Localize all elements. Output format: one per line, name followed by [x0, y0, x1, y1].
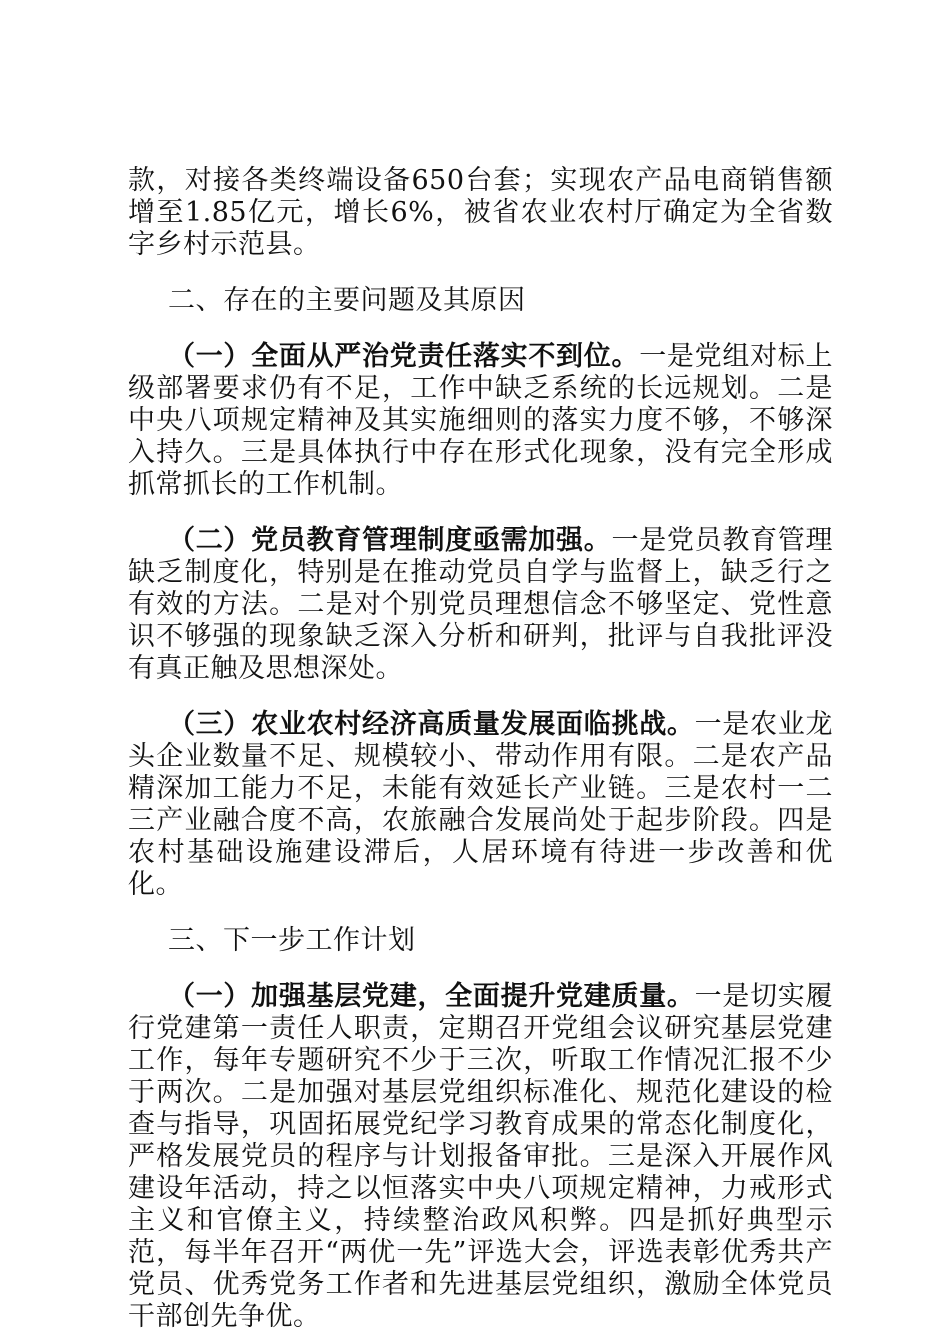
problem-text-2: 一是党员教育管理缺乏制度化，特别是在推动党员自学与监督上，缺乏行之有效的方法。二是对个别党员理想信念不够坚定、党性意识不够强的现象缺乏深入分析和研判，批评与自我批评没有真正触及思想深处。	[128, 525, 834, 684]
problem-text-3: 一是农业龙头企业数量不足、规模较小、带动作用有限。二是农产品精深加工能力不足，未能有效延长产业链。三是农村一二三产业融合度不高，农旅融合发展尚处于起步阶段。四是农村基础设施建设滞后，人居环境有待进一步改善和优化。	[128, 709, 834, 900]
problem-lead-3: （三）农业农村经济高质量发展面临挑战。	[168, 709, 695, 740]
spacer	[128, 901, 833, 925]
problem-text-1: 一是党组对标上级部署要求仍有不足，工作中缺乏系统的长远规划。二是中央八项规定精神及其实施细则的落实力度不够，不够深入持久。三是具体执行中存在形式化现象，没有完全形成抓常抓长的工作机制。	[128, 341, 834, 500]
document-page	[128, 165, 833, 1333]
spacer	[128, 261, 833, 285]
plan-paragraph-1	[128, 981, 833, 1333]
spacer	[128, 501, 833, 525]
spacer	[128, 957, 833, 981]
section-heading-problems: 二、存在的主要问题及其原因	[168, 285, 526, 316]
problem-lead-2: （二）党员教育管理制度亟需加强。	[168, 525, 612, 556]
problem-paragraph-1	[128, 341, 833, 501]
problem-lead-1: （一）全面从严治党责任落实不到位。	[168, 341, 640, 372]
plan-lead-1: （一）加强基层党建，全面提升党建质量。	[168, 981, 695, 1012]
plan-text-1: 一是切实履行党建第一责任人职责，定期召开党组会议研究基层党建工作，每年专题研究不少于三次，听取工作情况汇报不少于两次。二是加强对基层党组织标准化、规范化建设的检查与指导，巩固拓展党纪学习教育成果的常态化制度化，严格发展党员的程序与计划报备审批。三是深入开展作风建设年活动，持之以恒落实中央八项规定精神，力戒形式主义和官僚主义，持续整治政风积弊。四是抓好典型示范，每半年召开“两优一先”评选大会，评选表彰优秀共产党员、优秀党务工作者和先进基层党组织，激励全体党员干部创先争优。	[128, 981, 834, 1332]
continuation-paragraph: 款，对接各类终端设备650台套；实现农产品电商销售额增至1.85亿元，增长6%，被省农业农村厅确定为全省数字乡村示范县。	[128, 165, 833, 260]
section-heading-plan: 三、下一步工作计划	[168, 925, 416, 956]
problem-paragraph-2	[128, 525, 833, 685]
spacer	[128, 317, 833, 341]
spacer	[128, 685, 833, 709]
problem-paragraph-3	[128, 709, 833, 901]
